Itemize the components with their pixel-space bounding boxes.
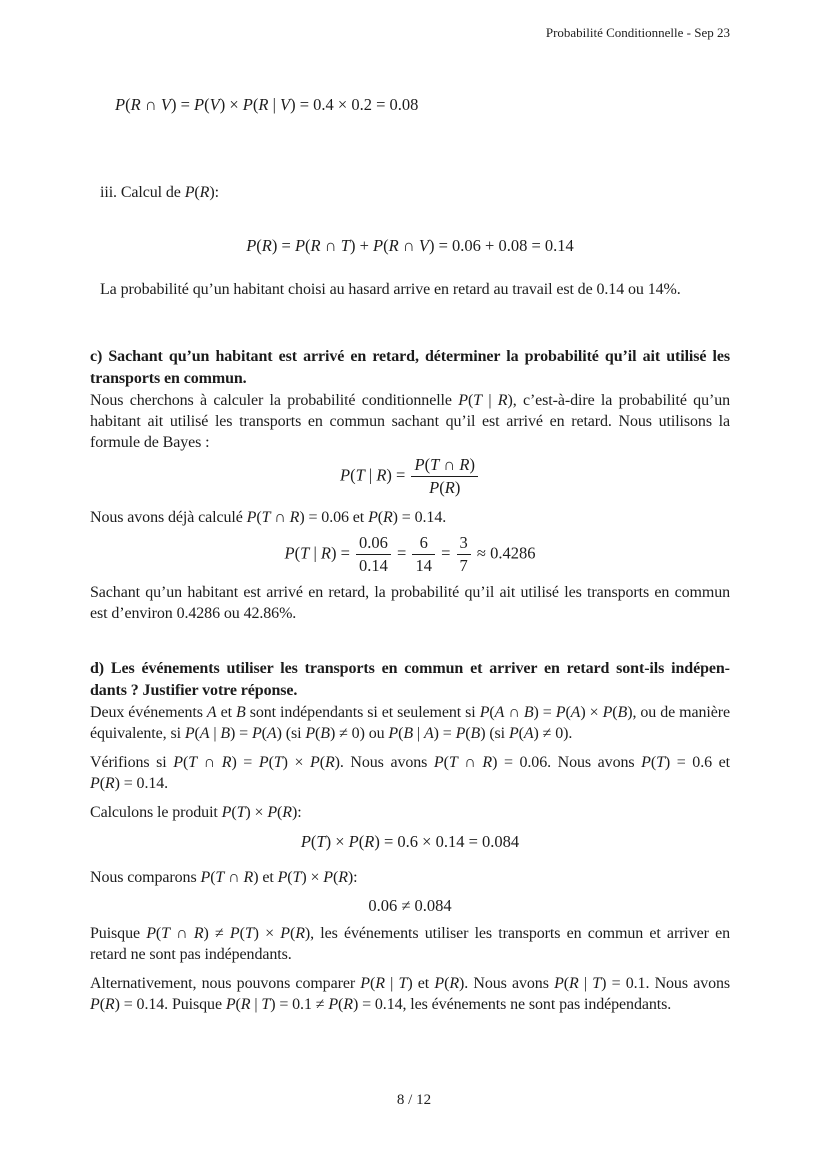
fraction: [455, 533, 473, 576]
fraction-denominator: 14: [415, 556, 432, 575]
fraction-numerator: 0.06: [356, 533, 391, 555]
header-title: Probabilité Conditionnelle - Sep 23: [545, 25, 730, 40]
math-expression: P(T ∩ R) = 0.06: [246, 509, 349, 526]
math-expression: =: [392, 543, 411, 563]
fraction-denominator: 0.14: [359, 556, 388, 575]
fraction: [354, 533, 393, 576]
document-body: [90, 0, 730, 1015]
paragraph-alternative-argument: Alternativement, nous pouvons comparer P(R | T) et P(R). Nous avons P(R | T) = 0.1. Nous avons P(R) = 0.14. Puisque P(R | T) = 0.1 ≠ P(R) = 0.14, les événements ne sont pas indépendants.: [90, 975, 731, 1013]
math-expression: P(T | R) =: [284, 543, 355, 563]
math-expression: P(R) = 0.14: [90, 775, 165, 792]
math-expression: P(R) = P(R ∩ T) + P(R ∩ V) = 0.06 + 0.08 = 0.14: [246, 236, 574, 255]
paragraph-verification: Vérifions si P(T ∩ R) = P(T) × P(R). Nous avons P(T ∩ R) = 0.06. Nous avons P(T) = 0.6 et P(R) = 0.14.: [90, 754, 731, 792]
paragraph-conclusion-not-independent: Puisque P(T ∩ R) ≠ P(T) × P(R), les événements utiliser les transports en commun et arriver en retard ne sont pas indépendants.: [90, 925, 731, 963]
math-expression: =: [436, 543, 455, 563]
math-expression: P(T ∩ R) = P(T) × P(R): [173, 754, 340, 771]
fraction-numerator: 6: [412, 533, 435, 555]
paragraph-known-values: Nous avons déjà calculé P(T ∩ R) = 0.06 et P(R) = 0.14.: [90, 509, 447, 526]
math-expression: P(R) = 0.14: [90, 996, 165, 1013]
math-expression: P(T ∩ R) = 0.06: [433, 754, 548, 771]
fraction: [410, 533, 437, 576]
heading-question-d: d) Les événements utiliser les transports en commun et arriver en retard sont-ils indépendants ? Justifier votre réponse.: [90, 660, 730, 699]
math-expression: A: [206, 704, 217, 721]
math-expression: P(R): [184, 184, 215, 201]
paragraph-comparison-intro: Nous comparons P(T ∩ R) et P(T) × P(R):: [90, 869, 358, 886]
equation-inequality: [90, 893, 730, 919]
math-expression: P(B) ≠ 0: [305, 725, 360, 742]
math-expression: P(T) × P(R): [221, 804, 298, 821]
math-expression: P(B | A) = P(B): [388, 725, 486, 742]
paragraph-conclusion-pr: La probabilité qu’un habitant choisi au hasard arrive en retard au travail est de 0.14 ou 14%.: [100, 281, 681, 298]
math-expression: P(T | R): [458, 392, 513, 409]
math-expression: P(R | T) = 0.1: [554, 975, 646, 992]
math-expression: ≈ 0.4286: [472, 543, 536, 563]
fraction: [409, 455, 480, 498]
fraction-denominator: 7: [459, 556, 468, 575]
equation-bayes-computation: [90, 533, 730, 576]
paragraph-product-intro: Calculons le produit P(T) × P(R):: [90, 804, 302, 821]
equation-p-r-inter-v: [115, 92, 730, 118]
math-expression: P(R): [434, 975, 465, 992]
equation-bayes-formula: [90, 455, 730, 498]
math-expression: P(R ∩ V) = P(V) × P(R | V) = 0.4 × 0.2 = 0.08: [115, 95, 419, 114]
fraction-numerator: 3: [457, 533, 471, 555]
fraction-numerator: P(T ∩ R): [411, 455, 478, 477]
math-expression: P(T ∩ R): [200, 869, 259, 886]
math-expression: P(A | B) = P(A): [184, 725, 282, 742]
math-expression: P(T) × P(R) = 0.6 × 0.14 = 0.084: [300, 832, 520, 851]
math-expression: P(R | T) = 0.1 ≠ P(R) = 0.14: [225, 996, 403, 1013]
paragraph-independence-definition: Deux événements A et B sont indépendants si et seulement si P(A ∩ B) = P(A) × P(B), ou de manière équivalente, si P(A | B) = P(A) (si P(B) ≠ 0) ou P(B | A) = P(B) (si P(A) ≠ 0).: [90, 704, 730, 742]
paragraph-conclusion-c: Sachant qu’un habitant est arrivé en retard, la probabilité qu’il ait utilisé les transports en commun est d’environ 0.4286 ou 42.86%.: [90, 584, 730, 622]
math-expression: P(T) × P(R): [277, 869, 354, 886]
math-expression: P(R | T): [360, 975, 413, 992]
item-iii-calcul-pr: iii. Calcul de P(R):: [100, 184, 219, 201]
math-expression: P(T ∩ R) ≠ P(T) × P(R): [146, 925, 311, 942]
heading-question-c: c) Sachant qu’un habitant est arrivé en retard, déterminer la probabilité qu’il ait utilisé les transports en commun.: [90, 348, 730, 387]
math-expression: B: [235, 704, 246, 721]
math-expression: P(T | R) =: [339, 465, 410, 485]
math-expression: P(R) = 0.14: [368, 509, 443, 526]
equation-p-r-total: [90, 233, 730, 259]
math-expression: 0.06 ≠ 0.084: [368, 896, 452, 915]
document-footer: [0, 1092, 828, 1109]
fraction-denominator: P(R): [429, 478, 461, 497]
math-expression: P(A ∩ B) = P(A) × P(B): [479, 704, 633, 721]
math-expression: P(T) = 0.6: [641, 754, 713, 771]
page-number: 8 / 12: [396, 1092, 432, 1108]
math-expression: P(A) ≠ 0: [508, 725, 564, 742]
equation-product: [90, 829, 730, 855]
paragraph-bayes-intro: Nous cherchons à calculer la probabilité conditionnelle P(T | R), c’est-à-dire la probabilité qu’un habitant ait utilisé les transports en commun sachant qu’il est arrivé en retard. Nous utilisons la formule de Bayes :: [90, 392, 730, 451]
